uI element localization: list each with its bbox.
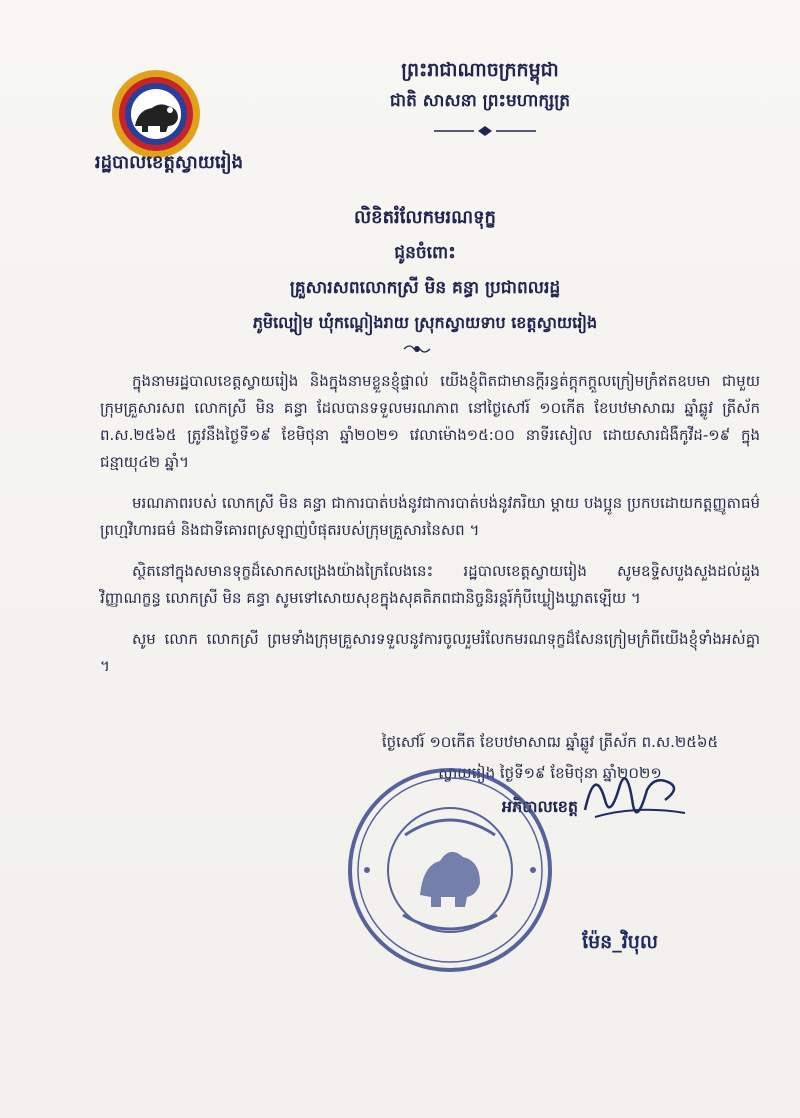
organization-name: រដ្ឋបាលខេត្តស្វាយរៀង [94, 152, 244, 173]
paragraph-1: ក្នុងនាមរដ្ឋបាលខេត្តស្វាយរៀង និងក្នុងនាមខ្លួនខ្ញុំផ្ទាល់ យើងខ្ញុំពិតជាមានក្ដីរន្ធត់ក្ដុកក្ដួលក្រៀមក្រំឥតឧបមា ជាមួយក្រុមគ្រួសារសព លោកស្រី មិន គន្ធា ដែលបានទទួលមរណភាព នៅថ្ងៃសៅរ៍ ១០កើត ខែបឋមាសាឍ ឆ្នាំឆ្លូវ ត្រីស័ក ព.ស.២៥៦៥ ត្រូវនឹងថ្ងៃទី១៩ ខែមិថុនា ឆ្នាំ២០២១ វេលាម៉ោង១៥:០០ នាទីរសៀល ដោយសារជំងឺកូវីដ-១៩ ក្នុងជន្មាយុ៤២ ឆ្នាំ។ [100, 372, 760, 471]
lunar-date: ថ្ងៃសៅរ៍ ១០កើត ខែបឋមាសាឍ ឆ្នាំឆ្លូវ ត្រីស័ក ព.ស.២៥៦៥ [381, 733, 719, 751]
recipient-address: ភូមិល្បៀម ឃុំកណ្ដៀងរាយ ស្រុកស្វាយទាប ខេត្តស្វាយរៀង [252, 313, 598, 332]
national-motto: ជាតិ សាសនា ព្រះមហាក្សត្រ [389, 91, 571, 111]
paragraph-2: មរណភាពរបស់ លោកស្រី មិន គន្ធា ជាការបាត់បង់នូវជាការបាត់បង់នូវភរិយា ម្ដាយ បងប្អូន ប្រកបដោយកត្តញ្ញូតាធម៌ ព្រហ្មវិហារធម៌ និងជាទីគោរពស្រឡាញ់បំផុតរបស់ក្រុមគ្រួសារនៃសព ។ [100, 494, 760, 539]
kingdom-heading: ព្រះរាជាណាចក្រកម្ពុជា [401, 59, 559, 81]
paragraph-3: ស្ថិតនៅក្នុងសមានទុក្ខដ៏សោកសង្រេងយ៉ាងក្រៃលែងនេះ រដ្ឋបាលខេត្តស្វាយរៀង សូមឧទ្ទិសបួងសួងដល់ដួងវិញ្ញាណក្ខន្ធ លោកស្រី មិន គន្ធា សូមទៅសោយសុខក្នុងសុគតិភពជានិច្ចនិរន្តរ៍កុំបីឃ្លៀងឃ្លាតឡើយ ។ [100, 562, 760, 607]
place-and-date: ស្វាយរៀង ថ្ងៃទី១៩ ខែមិថុនា ឆ្នាំ២០២១ [438, 764, 662, 782]
recipient-family: គ្រួសារសពលោកស្រី មិន គន្ធា ប្រជាពលរដ្ឋ [289, 278, 561, 298]
letter-body [100, 368, 760, 694]
signatory-role: អភិបាលខេត្ត [501, 797, 579, 816]
letter-title: លិខិតរំលែកមរណទុក្ខ [354, 207, 496, 228]
addressed-to: ជូនចំពោះ [394, 243, 456, 263]
provincial-emblem-logo [108, 66, 204, 162]
signer-name: ម៉ែន_វិបុល [582, 931, 658, 953]
flourish-icon [402, 342, 432, 356]
paragraph-4: សូម លោក លោកស្រី ព្រមទាំងក្រុមគ្រួសារទទួលនូវការចូលរួមរំលែកមរណទុក្ខដ៏សែនក្រៀមក្រំពីយើងខ្ញុំទាំងអស់គ្នា ។ [100, 630, 760, 675]
ornament-divider-icon [430, 125, 540, 137]
letter-title-block [150, 205, 700, 346]
handwritten-signature [575, 755, 695, 835]
